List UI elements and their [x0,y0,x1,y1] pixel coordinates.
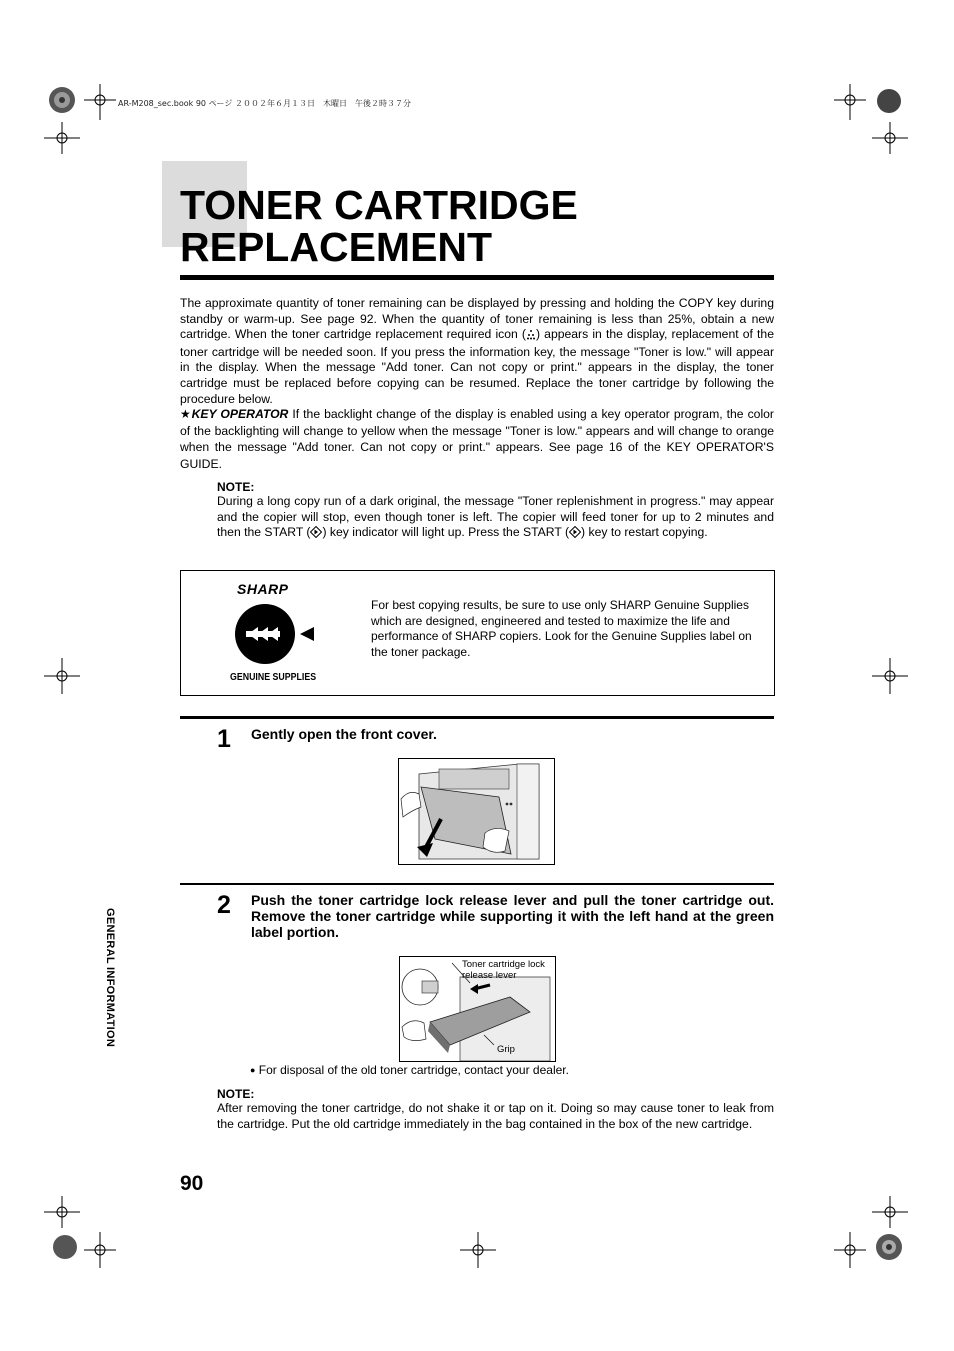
title-rule [180,275,774,280]
note-block-2 [217,1087,774,1132]
figure-open-front-cover [398,758,555,865]
key-operator-paragraph [180,406,774,472]
step-1-number: 1 [217,725,231,753]
bullet-icon: ● [250,1065,256,1075]
key-operator-text: If the backlight change of the display is enabled using a key operator program, the color of the backlighting will change to yellow when the message "Toner is low." appears and will change to orange when the message "Add toner. Can not copy or print." appears. See page 16 of the KEY OPERATOR'S GUIDE. [180,407,774,471]
note-block-1 [217,480,774,543]
registration-mark-bottom-left [52,1234,78,1260]
registration-mark-bottom-right [874,1232,904,1262]
page-title [180,184,780,268]
step-1-text: Gently open the front cover. [251,726,437,742]
intro-text-part-1: The approximate quantity of toner remaining can be displayed by pressing and holding the COPY key during standby or warm-up. See page 92. When the quantity of toner remaining is less than 25%, obtain a new cartridge. When the toner cartridge replacement required icon ( [180,296,774,342]
crosshair-mark [84,1232,116,1268]
note-heading: NOTE: [217,1087,255,1101]
genuine-supplies-icon [234,603,318,670]
crosshair-mark [834,84,866,120]
step-2-number: 2 [217,891,231,919]
key-operator-label: KEY OPERATOR [191,407,289,421]
start-key-icon [310,526,322,543]
file-header-note: AR-M208_sec.book 90 ページ ２００２年６月１３日 木曜日 午後２時３７分 [118,99,411,108]
disposal-bullet [250,1063,569,1079]
crosshair-mark [872,1196,908,1228]
note-heading: NOTE: [217,480,255,494]
crosshair-mark [44,122,80,154]
crosshair-mark [872,658,908,694]
bullet-text: For disposal of the old toner cartridge, contact your dealer. [258,1063,569,1077]
star-icon: ★ [180,407,192,421]
crosshair-mark [872,122,908,154]
crosshair-mark [44,658,80,694]
start-key-icon [569,526,581,543]
page-title-line-1: TONER CARTRIDGE [180,182,578,228]
intro-paragraph [180,296,774,407]
crosshair-mark [460,1232,496,1268]
step-2-text: Push the toner cartridge lock release lever and pull the toner cartridge out. Remove the toner cartridge while supporting it with the left hand at the green label portion. [251,892,774,940]
crosshair-mark [44,1196,80,1228]
genuine-supplies-label: GENUINE SUPPLIES [230,672,317,683]
figure-remove-toner-cartridge [399,956,556,1062]
registration-mark-top-left [46,84,78,116]
callout-lock-release-lever: Toner cartridge lock release lever [462,959,545,981]
sharp-logo: SHARP [237,581,289,597]
genuine-supplies-text: For best copying results, be sure to use only SHARP Genuine Supplies which are designed, engineered and tested to maximize the life and performance of SHARP copiers. Look for the Genuine Supplies label on the toner package. [371,598,752,660]
intro-text-part-2: ) appears in the display, replacement of the toner cartridge will be needed soon. If you press the information key, the message "Toner is low." will appear in the display. When the message "Add toner. Can not copy or print." appears in the display, the toner cartridge must be replaced before copying can be resumed. Replace the toner cartridge by following the procedure below. [180,327,774,406]
step-1-rule [180,716,774,719]
page-number: 90 [180,1172,204,1195]
page-title-line-2: REPLACEMENT [180,224,493,270]
toner-icon [526,328,536,345]
step-2-rule [180,883,774,885]
registration-mark-top-right [876,88,902,114]
crosshair-mark [834,1232,866,1268]
callout-grip: Grip [497,1044,515,1055]
note-text: During a long copy run of a dark original, the message "Toner replenishment in progress." may appear and the copier will stop, even though toner is left. The copier will feed toner for up to 2 minutes and then the START ( ) key indicator will light up. Press the START ( ) key to restart copying. [217,494,774,543]
note-text: After removing the toner cartridge, do not shake it or tap on it. Doing so may cause toner to leak from the cartridge. Put the old cartridge immediately in the bag contained in the box of the new cartridge. [217,1101,774,1131]
section-side-tab: GENERAL INFORMATION [104,908,116,1048]
crosshair-mark [84,84,116,120]
